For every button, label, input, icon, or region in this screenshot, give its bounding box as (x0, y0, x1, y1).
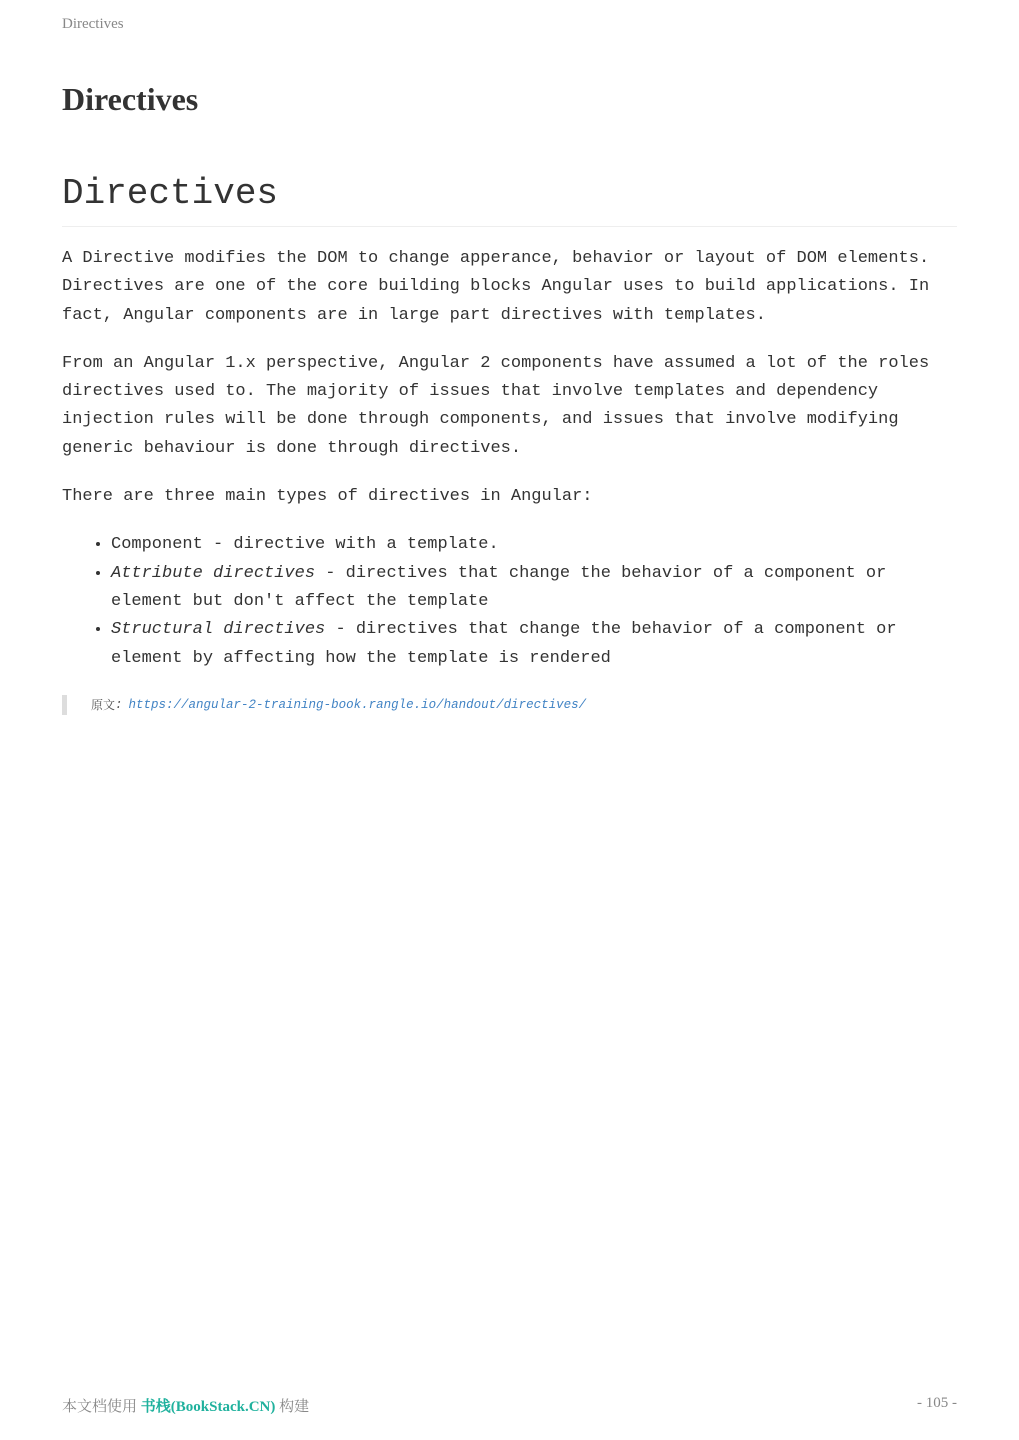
source-separator: : (115, 697, 123, 712)
chapter-title: Directives (62, 81, 199, 117)
page-number: - 105 - (917, 1395, 957, 1411)
list-item-text: Component - directive with a template. (111, 535, 499, 555)
list-item-term: Attribute directives (111, 563, 316, 583)
list-item-text: - directives that change the behavior of a component or element by affecting how the template is rendered (111, 620, 897, 668)
footer-prefix: 本文档使用 (62, 1399, 141, 1415)
footer-credit (62, 1395, 309, 1416)
page-footer (62, 1395, 957, 1416)
running-header: Directives (62, 16, 124, 32)
list-item-attribute (111, 560, 957, 617)
intro-paragraph: A Directive modifies the DOM to change apperance, behavior or layout of DOM elements. Directives are one of the core building blocks Angular uses to build applications. In fact, Angular components are in large part directives with templates. (62, 249, 930, 325)
source-link[interactable]: https://angular-2-training-book.rangle.io/handout/directives/ (128, 697, 587, 712)
list-item-term: Structural directives (111, 620, 326, 640)
list-item-text: - directives that change the behavior of a component or element but don't affect the template (111, 563, 887, 611)
brand-link[interactable]: 书栈(BookStack.CN) (140, 1399, 276, 1415)
source-blockquote (62, 695, 957, 715)
list-item-component (111, 531, 957, 559)
directive-types-list (62, 531, 957, 672)
footer-suffix: 构建 (275, 1399, 310, 1415)
types-intro-paragraph: There are three main types of directives in Angular: (62, 487, 593, 507)
source-label: 原文 (91, 698, 116, 713)
list-item-structural (111, 616, 957, 673)
angular1-paragraph: From an Angular 1.x perspective, Angular 2 components have assumed a lot of the roles directives used to. The majority of issues that involve templates and dependency injection rules will be done through components, and issues that involve modifying generic behaviour is done through directives. (62, 353, 930, 458)
article-body (62, 170, 957, 715)
section-title: Directives (62, 170, 957, 227)
